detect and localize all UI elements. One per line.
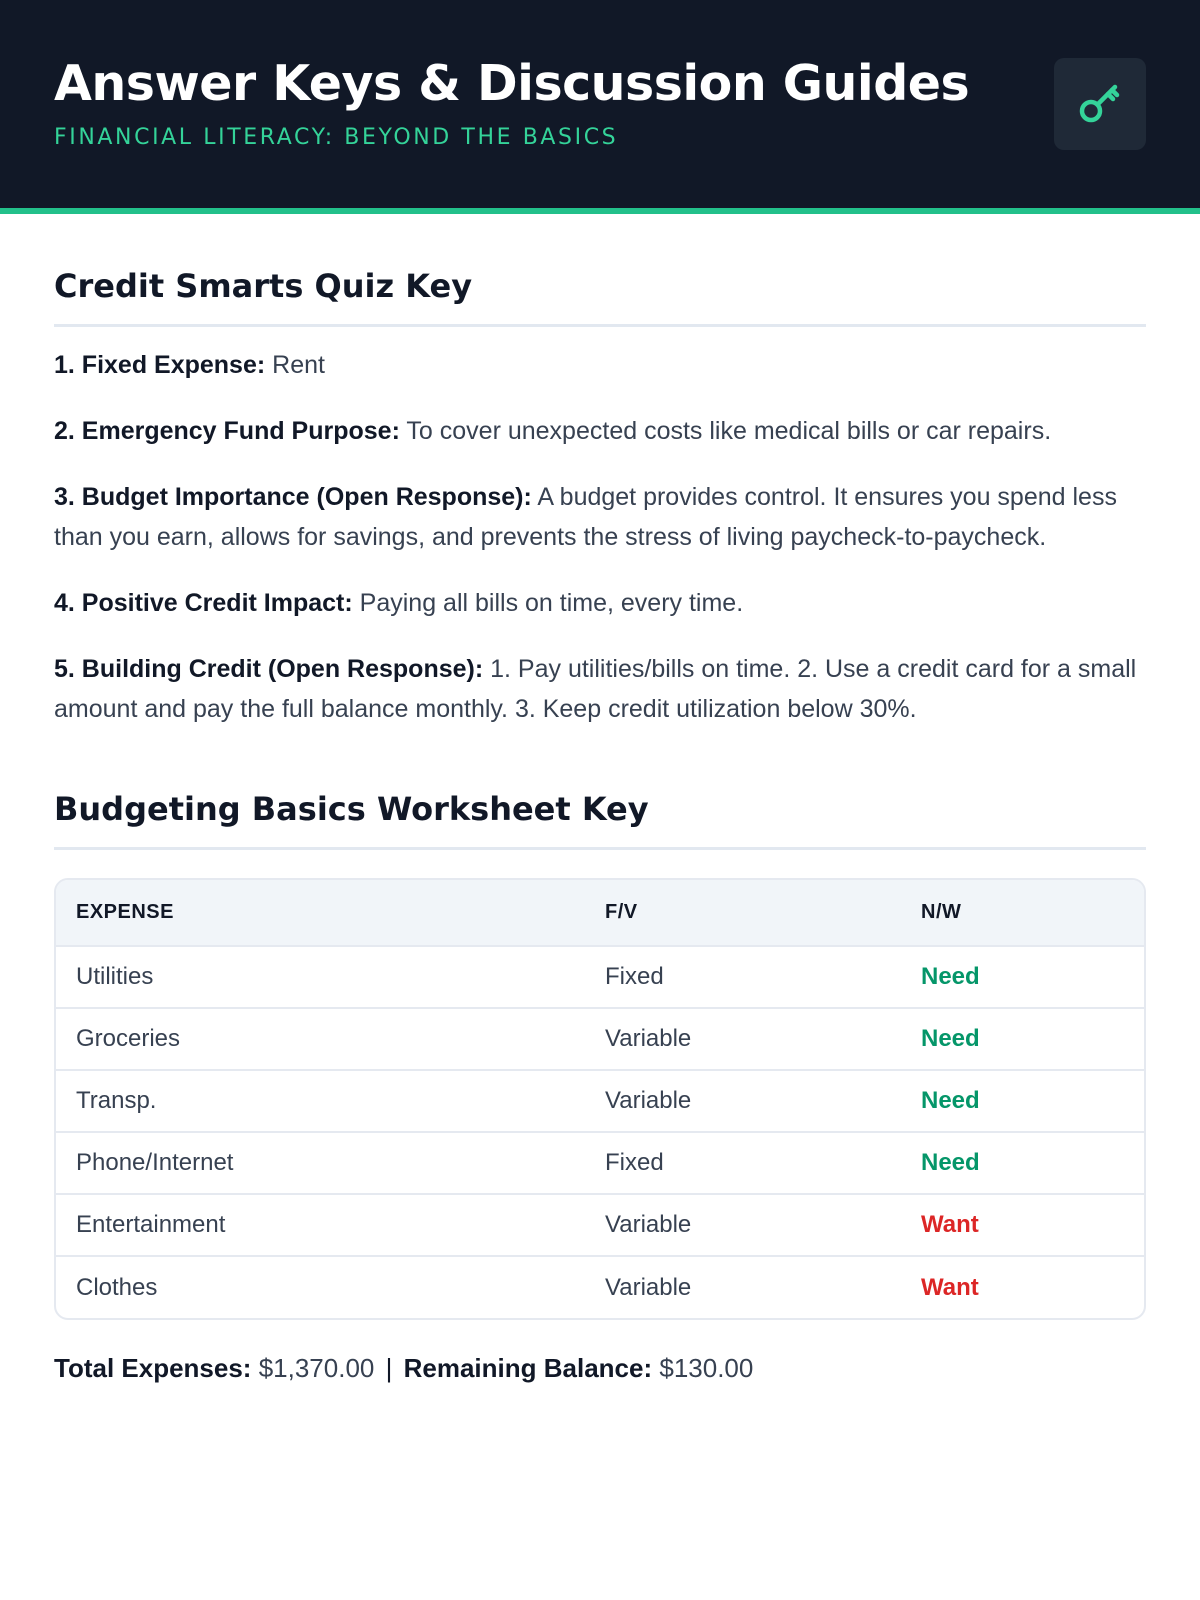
column-header-expense: EXPENSE [76, 901, 174, 923]
page-subtitle: FINANCIAL LITERACY: BEYOND THE BASICS [54, 125, 619, 150]
quiz-answer-text: 1. Pay utilities/bills on time. 2. Use a credit card for a small amount and pay the full balance monthly. 3. Keep credit utilization below 30%. [54, 655, 1137, 723]
worksheet-section-title: Budgeting Basics Worksheet Key [54, 789, 1146, 850]
nw-cell: Want [901, 1194, 1144, 1256]
totals-separator: | [385, 1353, 393, 1383]
table-row [56, 1256, 1144, 1318]
quiz-answer-text: Paying all bills on time, every time. [359, 589, 744, 617]
expense-cell: Clothes [56, 1256, 585, 1318]
quiz-section-title: Credit Smarts Quiz Key [54, 266, 1146, 327]
quiz-answer-item [54, 649, 1146, 729]
remaining-balance-value: $130.00 [659, 1353, 754, 1383]
quiz-answer-list [54, 345, 1146, 729]
expense-cell: Groceries [56, 1008, 585, 1070]
table-row [56, 1070, 1144, 1132]
quiz-question-label: 2. Emergency Fund Purpose: [54, 417, 400, 445]
totals-line [54, 1350, 1146, 1386]
nw-cell: Need [901, 946, 1144, 1008]
nw-cell: Want [901, 1256, 1144, 1318]
quiz-question-label: 1. Fixed Expense: [54, 351, 266, 379]
expense-cell: Phone/Internet [56, 1132, 585, 1194]
expense-cell: Transp. [56, 1070, 585, 1132]
fv-cell: Variable [585, 1008, 901, 1070]
fv-cell: Variable [585, 1070, 901, 1132]
table-row [56, 946, 1144, 1008]
remaining-balance-label: Remaining Balance: [403, 1353, 653, 1383]
quiz-question-label: 3. Budget Importance (Open Response): [54, 483, 532, 511]
column-header-nw: N/W [921, 901, 962, 923]
fv-cell: Fixed [585, 946, 901, 1008]
quiz-question-label: 4. Positive Credit Impact: [54, 589, 353, 617]
table-header-row [56, 880, 1144, 946]
table-row [56, 1008, 1144, 1070]
page-title: Answer Keys & Discussion Guides [54, 55, 970, 112]
column-header-fv: F/V [605, 901, 638, 923]
nw-cell: Need [901, 1132, 1144, 1194]
nw-cell: Need [901, 1070, 1144, 1132]
quiz-answer-text: A budget provides control. It ensures you spend less than you earn, allows for savings, and prevents the stress of living paycheck-to-paycheck. [54, 483, 1117, 551]
quiz-question-label: 5. Building Credit (Open Response): [54, 655, 484, 683]
key-icon [1075, 79, 1125, 129]
table-row [56, 1132, 1144, 1194]
main-content [0, 266, 1200, 1386]
total-expenses-label: Total Expenses: [54, 1353, 252, 1383]
fv-cell: Variable [585, 1194, 901, 1256]
expense-cell: Utilities [56, 946, 585, 1008]
fv-cell: Fixed [585, 1132, 901, 1194]
quiz-answer-item [54, 345, 1146, 385]
total-expenses-value: $1,370.00 [258, 1353, 375, 1383]
nw-cell: Need [901, 1008, 1144, 1070]
quiz-answer-item [54, 583, 1146, 623]
page-header [0, 0, 1200, 214]
fv-cell: Variable [585, 1256, 901, 1318]
quiz-answer-text: To cover unexpected costs like medical bills or car repairs. [406, 417, 1052, 445]
quiz-answer-item [54, 411, 1146, 451]
table-row [56, 1194, 1144, 1256]
worksheet-table [54, 878, 1146, 1320]
quiz-answer-item [54, 477, 1146, 557]
key-badge [1054, 58, 1146, 150]
quiz-answer-text: Rent [272, 351, 325, 379]
expense-cell: Entertainment [56, 1194, 585, 1256]
